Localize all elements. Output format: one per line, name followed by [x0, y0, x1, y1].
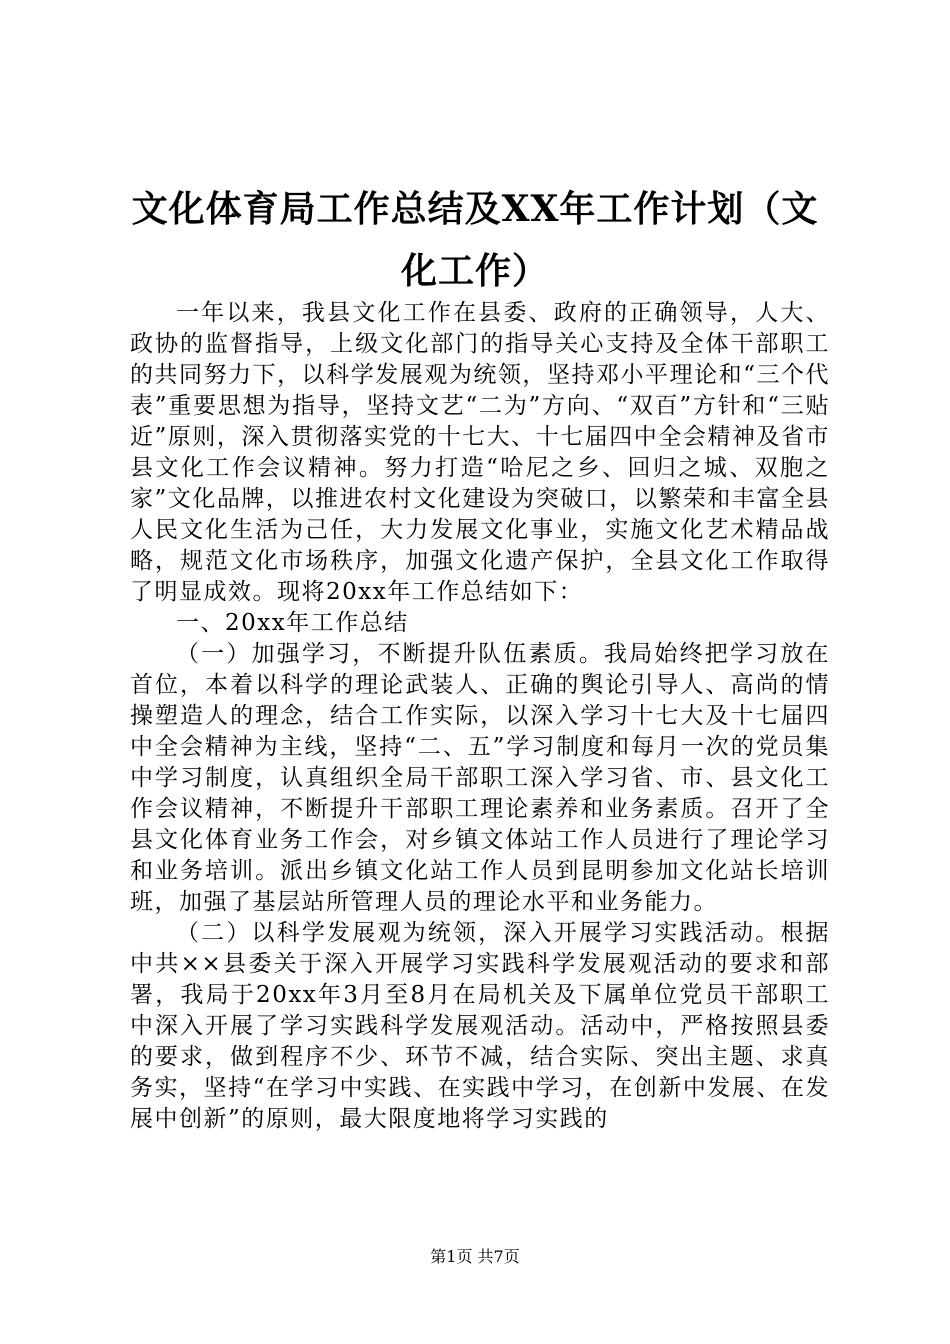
- document-body: [130, 298, 830, 1135]
- paragraph-practice: （二）以科学发展观为统领，深入开展学习实践活动。根据中共××县委关于深入开展学习实践科学发展观活动的要求和部署，我局于20xx年3月至8月在局机关及下属单位党员干部职工中深入开展了学习实践科学发展观活动。活动中，严格按照县委的要求，做到程序不少、环节不减，结合实际、突出主题、求真务实，坚持“在学习中实践、在实践中学习，在创新中发展、在发展中创新”的原则，最大限度地将学习实践的: [130, 920, 830, 1132]
- paragraph-intro: 一年以来，我县文化工作在县委、政府的正确领导，人大、政协的监督指导，上级文化部门的指导关心支持及全体干部职工的共同努力下，以科学发展观为统领，坚持邓小平理论和“三个代表”重要思想为指导，坚持文艺“二为”方向、“双百”方针和“三贴近”原则，深入贯彻落实党的十七大、十七届四中全会精神及省市县文化工作会议精神。努力打造“哈尼之乡、回归之城、双胞之家”文化品牌，以推进农村文化建设为突破口，以繁荣和丰富全县人民文化生活为己任，大力发展文化事业，实施文化艺术精品战略，规范文化市场秩序，加强文化遗产保护，全县文化工作取得了明显成效。现将20xx年工作总结如下：: [130, 300, 830, 605]
- document-title: 文化体育局工作总结及XX年工作计划（文化工作）: [131, 188, 819, 292]
- paragraph-study: （一）加强学习，不断提升队伍素质。我局始终把学习放在首位，本着以科学的理论武装人、正确的舆论引导人、高尚的情操塑造人的理念，结合工作实际，以深入学习十七大及十七届四中全会精神为主线，坚持“二、五”学习制度和每月一次的党员集中学习制度，认真组织全局干部职工深入学习省、市、县文化工作会议精神，不断提升干部职工理论素养和业务素质。召开了全县文化体育业务工作会，对乡镇文体站工作人员进行了理论学习和业务培训。派出乡镇文化站工作人员到昆明参加文化站长培训班，加强了基层站所管理人员的理论水平和业务能力。: [130, 641, 830, 915]
- section-heading: 一、20xx年工作总结: [176, 610, 409, 636]
- page-footer: 第1页 共7页: [430, 1247, 520, 1266]
